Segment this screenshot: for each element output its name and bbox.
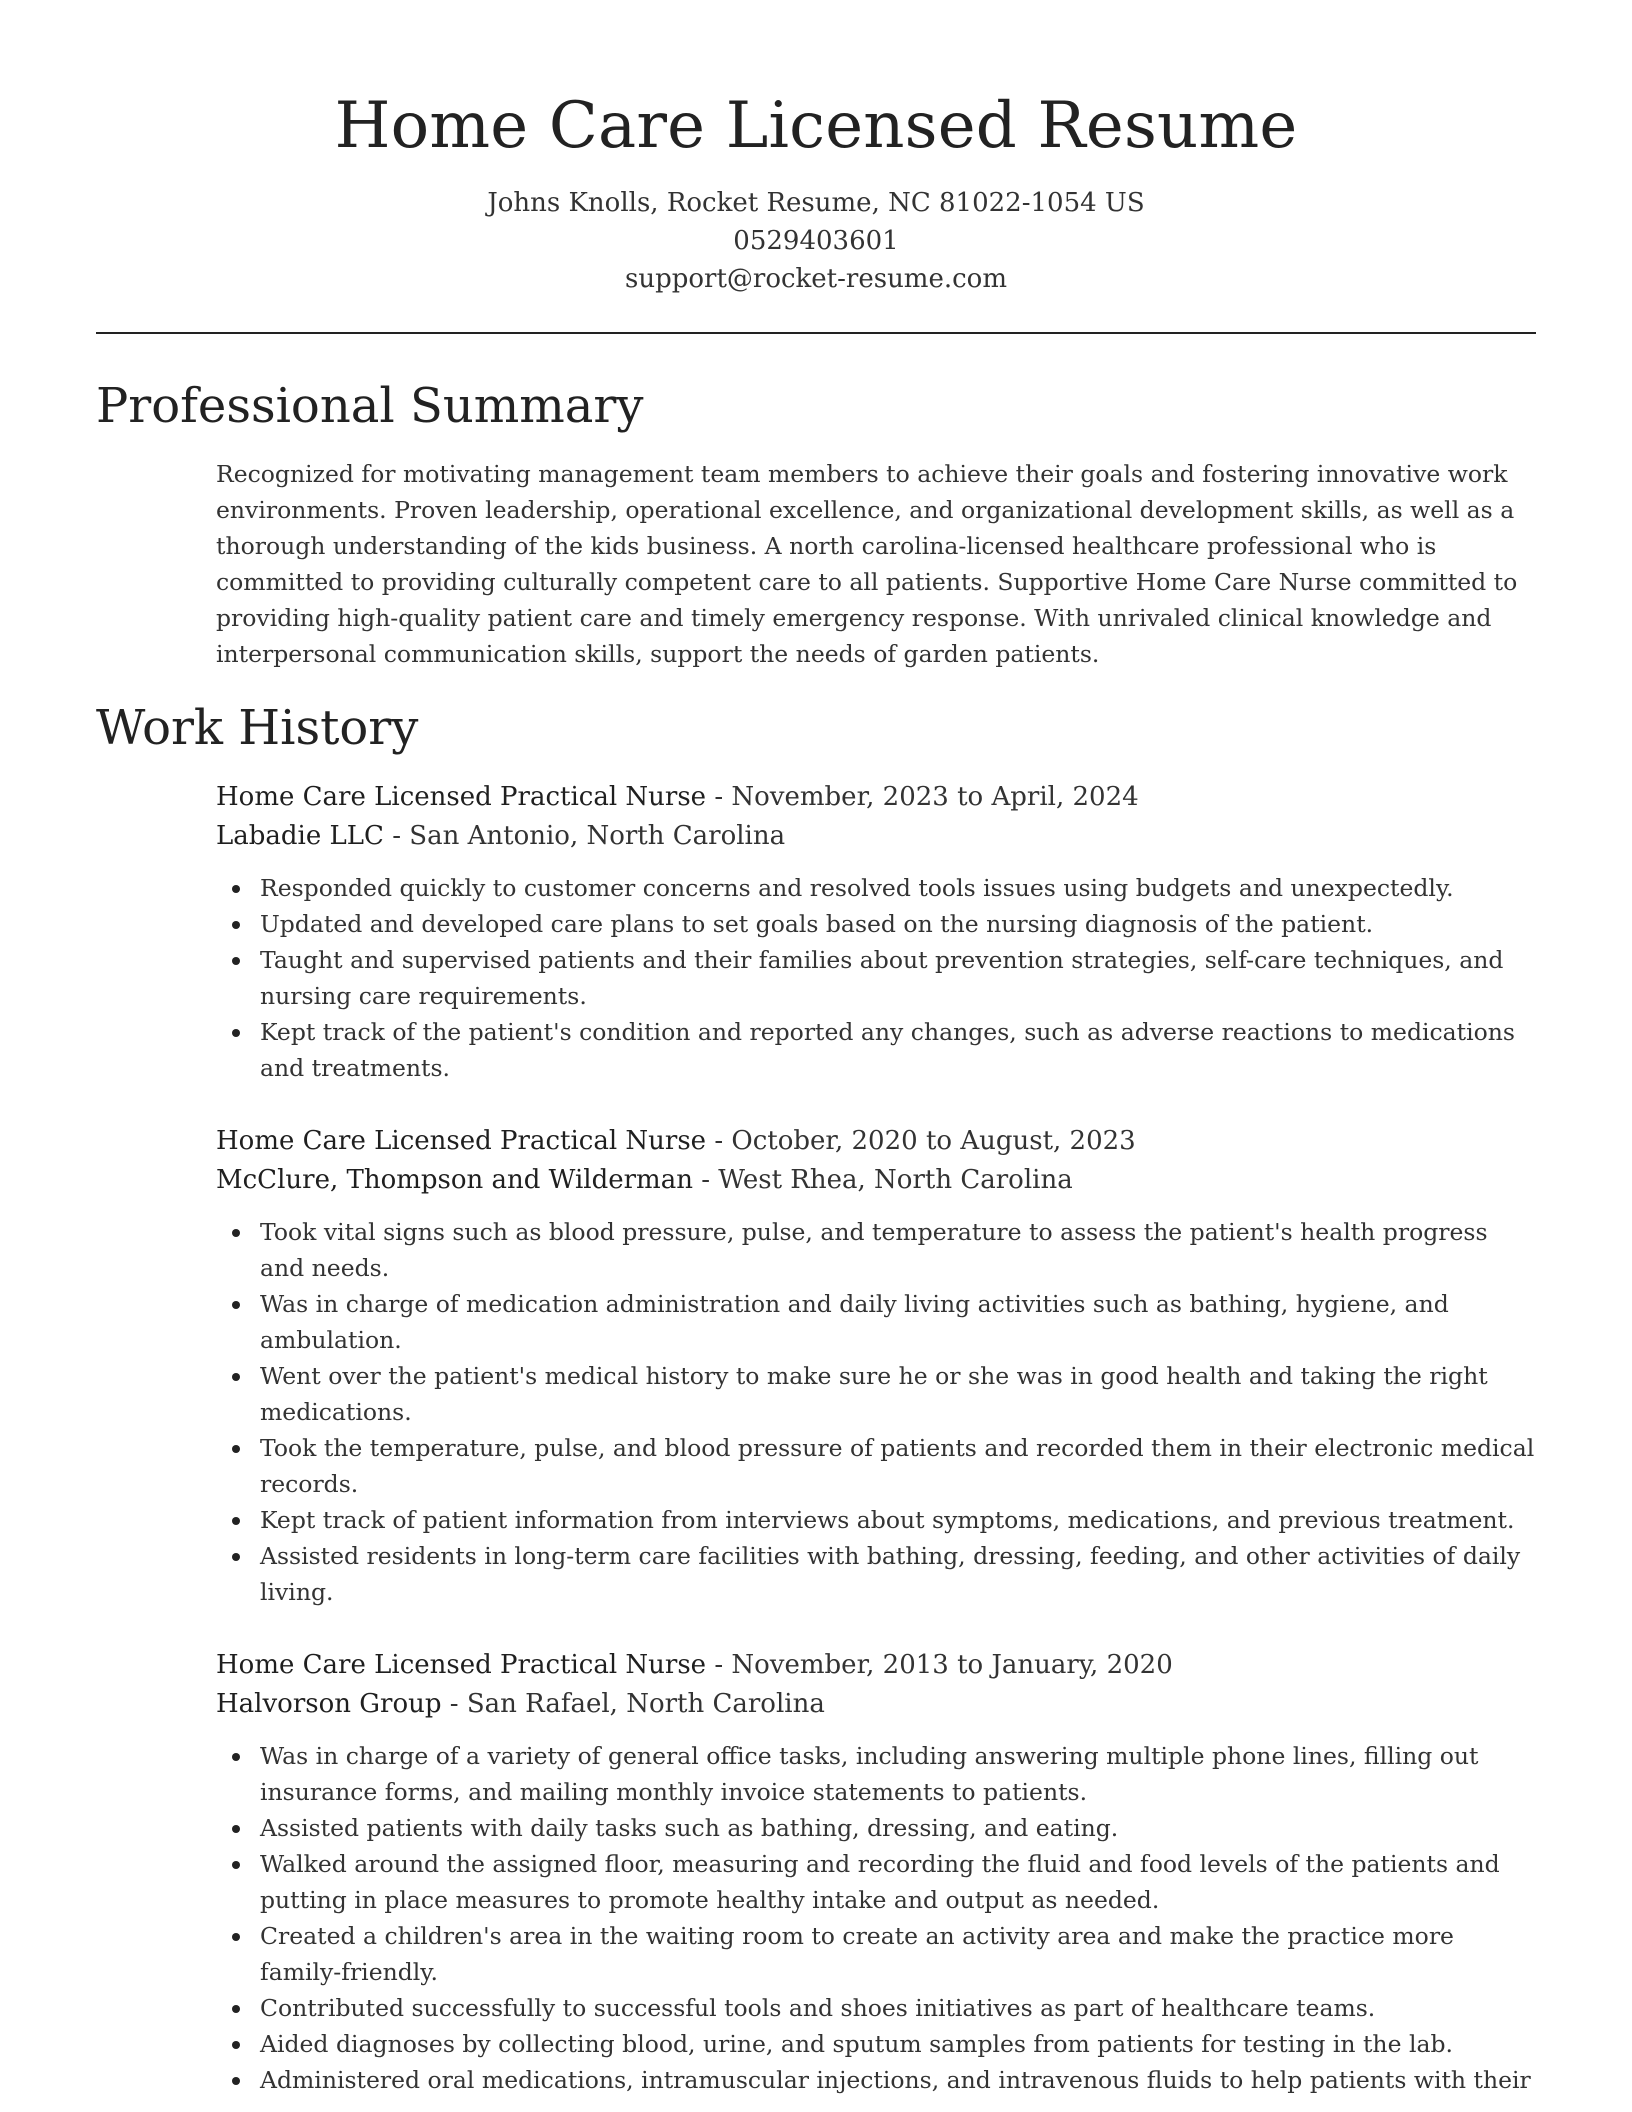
job-bullet: Kept track of the patient's condition and reported any changes, such as adverse reactions to medications and treatments. (260, 1014, 1536, 1086)
job-title-line (216, 778, 1536, 817)
job-dates: October, 2020 to August, 2023 (731, 1126, 1136, 1156)
job-dates: November, 2023 to April, 2024 (731, 782, 1139, 812)
job-bullet: Contributed successfully to successful tools and shoes initiatives as part of healthcare teams. (260, 1990, 1536, 2026)
job-bullet: Assisted residents in long-term care facilities with bathing, dressing, feeding, and other activities of daily living. (260, 1538, 1536, 1610)
job-entry (216, 778, 1536, 1086)
job-separator: - (383, 821, 410, 851)
job-dates: November, 2013 to January, 2020 (731, 1650, 1173, 1680)
job-bullet: Was in charge of medication administration and daily living activities such as bathing, hygiene, and ambulation. (260, 1286, 1536, 1358)
job-bullet: Aided diagnoses by collecting blood, urine, and sputum samples from patients for testing in the lab. (260, 2026, 1536, 2062)
job-entry (216, 1122, 1536, 1610)
work-history-heading: Work History (96, 700, 419, 756)
job-bullet: Walked around the assigned floor, measuring and recording the fluid and food levels of the patients and putting in place measures to promote healthy intake and output as needed. (260, 1846, 1536, 1918)
job-separator: - (441, 1689, 467, 1719)
job-title: Home Care Licensed Practical Nurse (216, 1650, 707, 1680)
job-separator: - (706, 1126, 732, 1156)
job-bullets (216, 1214, 1536, 1610)
job-bullet: Kept track of patient information from interviews about symptoms, medications, and previous treatment. (260, 1502, 1536, 1538)
job-bullets (216, 1738, 1536, 2098)
job-company: McClure, Thompson and Wilderman (216, 1165, 693, 1195)
header-divider (96, 332, 1536, 334)
job-location: San Antonio, North Carolina (409, 821, 786, 851)
job-bullet: Administered oral medications, intramuscular injections, and intravenous fluids to help patients with their (260, 2062, 1536, 2098)
contact-block (96, 184, 1536, 298)
job-bullet: Took the temperature, pulse, and blood pressure of patients and recorded them in their electronic medical records. (260, 1430, 1536, 1502)
job-location: West Rhea, North Carolina (718, 1165, 1073, 1195)
job-location: San Rafael, North Carolina (466, 1689, 825, 1719)
job-title: Home Care Licensed Practical Nurse (216, 782, 707, 812)
contact-phone: 0529403601 (733, 226, 899, 256)
job-separator: - (692, 1165, 719, 1195)
job-company-line (216, 817, 1536, 856)
job-bullet: Created a children's area in the waiting room to create an activity area and make the practice more family-friendly. (260, 1918, 1536, 1990)
summary-text: Recognized for motivating management team members to achieve their goals and fostering innovative work environments. Proven leadership, operational excellence, and organizational development skills, as well as a thorough understanding of the kids business. A north carolina-licensed healthcare professional who is committed to providing culturally competent care to all patients. Supportive Home Care Nurse committed to providing high-quality patient care and timely emergency response. With unrivaled clinical knowledge and interpersonal communication skills, support the needs of garden patients. (216, 460, 1518, 668)
job-company-line (216, 1161, 1536, 1200)
work-history-list (216, 778, 1536, 2098)
job-bullet: Updated and developed care plans to set goals based on the nursing diagnosis of the patient. (260, 906, 1536, 942)
job-company: Labadie LLC (216, 821, 384, 851)
job-bullet: Responded quickly to customer concerns and resolved tools issues using budgets and unexpectedly. (260, 870, 1536, 906)
job-separator: - (706, 782, 732, 812)
contact-address: Johns Knolls, Rocket Resume, NC 81022-1054 US (487, 188, 1145, 218)
job-bullets (216, 870, 1536, 1086)
job-bullet: Taught and supervised patients and their families about prevention strategies, self-care techniques, and nursing care requirements. (260, 942, 1536, 1014)
resume-page (96, 0, 1536, 2098)
job-title-line (216, 1646, 1536, 1685)
resume-title: Home Care Licensed Resume (334, 89, 1298, 163)
job-entry (216, 1646, 1536, 2098)
job-bullet: Assisted patients with daily tasks such as bathing, dressing, and eating. (260, 1810, 1536, 1846)
job-bullet: Was in charge of a variety of general office tasks, including answering multiple phone lines, filling out insurance forms, and mailing monthly invoice statements to patients. (260, 1738, 1536, 1810)
job-bullet: Took vital signs such as blood pressure, pulse, and temperature to assess the patient's health progress and needs. (260, 1214, 1536, 1286)
job-separator: - (706, 1650, 732, 1680)
contact-email: support@rocket-resume.com (624, 264, 1007, 294)
summary-heading: Professional Summary (96, 378, 644, 434)
job-company: Halvorson Group (216, 1689, 442, 1719)
job-title-line (216, 1122, 1536, 1161)
job-title: Home Care Licensed Practical Nurse (216, 1126, 707, 1156)
job-bullet: Went over the patient's medical history to make sure he or she was in good health and taking the right medications. (260, 1358, 1536, 1430)
job-company-line (216, 1685, 1536, 1724)
resume-header (96, 0, 1536, 298)
